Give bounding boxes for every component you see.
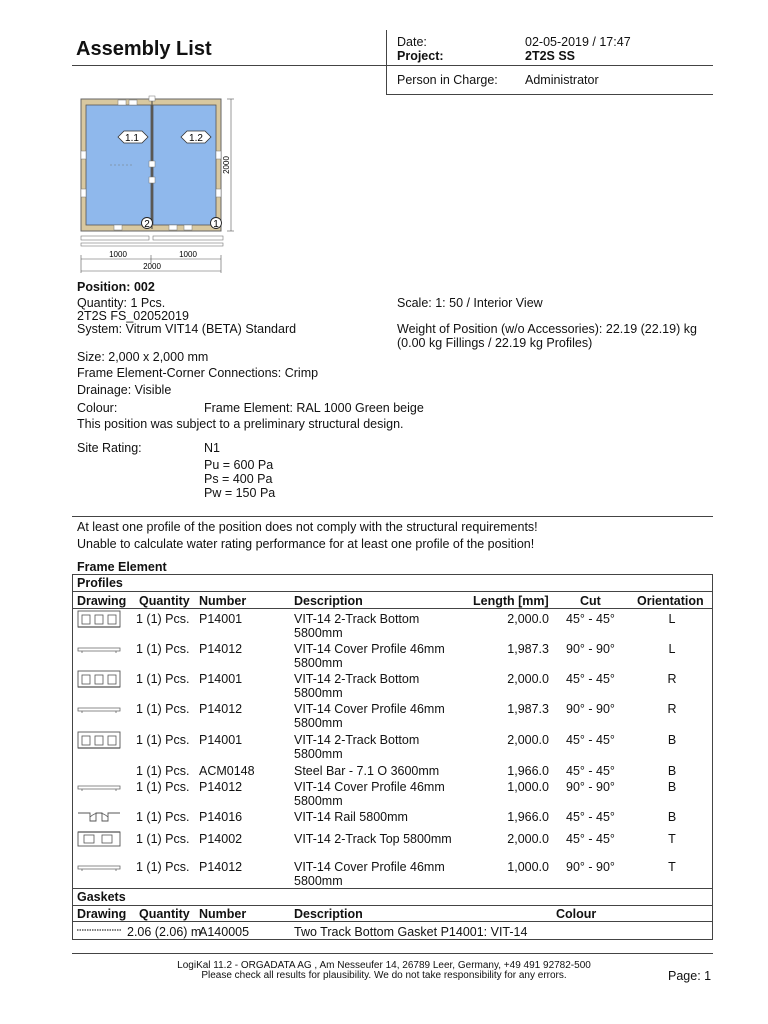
row-cut: 45° - 45°: [566, 832, 615, 846]
col-quantity: Quantity: [139, 594, 190, 608]
row-orientation: T: [668, 832, 676, 846]
pressure-pu: Pu = 600 Pa: [204, 458, 274, 472]
colour-label: Colour:: [77, 401, 118, 415]
row-quantity: 1 (1) Pcs.: [136, 764, 190, 778]
row-cut: 45° - 45°: [566, 672, 615, 686]
row-quantity: 1 (1) Pcs.: [136, 672, 190, 686]
site-rating-label: Site Rating:: [77, 441, 142, 455]
gaskets-heading-rule: [72, 905, 713, 906]
dim-left: 1000: [109, 250, 127, 259]
col-length: Length [mm]: [473, 594, 549, 608]
cover-profile-icon: [76, 862, 122, 876]
row-cut: 90° - 90°: [566, 702, 615, 716]
row-length: 2,000.0: [507, 832, 549, 846]
project-value: 2T2S SS: [525, 49, 576, 63]
row-length: 1,966.0: [507, 764, 549, 778]
row-description-line2: 5800mm: [294, 794, 343, 808]
row-number: P14012: [199, 702, 243, 716]
row-number: P14002: [199, 832, 243, 846]
row-orientation: B: [667, 733, 677, 747]
row-number: P14001: [199, 612, 243, 626]
row-description: VIT-14 Cover Profile 46mm: [294, 642, 445, 656]
position-heading: Position: 002: [77, 280, 155, 294]
row-description: VIT-14 2-Track Bottom: [294, 672, 420, 686]
cover-profile-icon: [76, 782, 122, 796]
row-length: 2,000.0: [507, 612, 549, 626]
frame-element-heading: Frame Element: [77, 560, 167, 574]
row-description: VIT-14 Rail 5800mm: [294, 810, 408, 824]
position-scale: Scale: 1: 50 / Interior View: [397, 296, 543, 310]
rail-icon: [76, 809, 122, 828]
row-orientation: T: [668, 860, 676, 874]
row-number: P14012: [199, 860, 243, 874]
row-number: P14012: [199, 780, 243, 794]
dim-right: 1000: [179, 250, 197, 259]
bottom-track-icon: [76, 668, 122, 693]
row-description-line2: 5800mm: [294, 747, 343, 761]
position-weight-detail: (0.00 kg Fillings / 22.19 kg Profiles): [397, 336, 593, 350]
row-quantity: 1 (1) Pcs.: [136, 612, 190, 626]
row-number: P14012: [199, 642, 243, 656]
row-orientation: R: [667, 702, 677, 716]
gaskets-rule-top: [72, 888, 713, 889]
bottom-track-icon: [76, 729, 122, 754]
warning-structural: At least one profile of the position does not comply with the structural requirements!: [77, 520, 538, 534]
row-orientation: B: [667, 764, 677, 778]
col-orientation: Orientation: [637, 594, 704, 608]
col-cut: Cut: [580, 594, 601, 608]
row-quantity: 1 (1) Pcs.: [136, 642, 190, 656]
row-quantity: 1 (1) Pcs.: [136, 780, 190, 794]
row-length: 1,987.3: [507, 702, 549, 716]
row-quantity: 1 (1) Pcs.: [136, 702, 190, 716]
position-quantity: Quantity: 1 Pcs.: [77, 296, 166, 310]
row-description: Steel Bar - 7.1 O 3600mm: [294, 764, 440, 778]
warning-water-rating: Unable to calculate water rating performance for at least one profile of the position!: [77, 537, 535, 551]
dim-height: 2000: [222, 156, 231, 174]
gasket-col-quantity: Quantity: [139, 907, 190, 921]
gasket-icon: [76, 926, 122, 934]
gaskets-heading: Gaskets: [77, 890, 126, 904]
row-length: 1,000.0: [507, 860, 549, 874]
row-quantity: 1 (1) Pcs.: [136, 832, 190, 846]
row-orientation: L: [668, 642, 676, 656]
position-drainage: Drainage: Visible: [77, 383, 172, 397]
person-label: Person in Charge:: [397, 73, 498, 87]
row-cut: 45° - 45°: [566, 733, 615, 747]
gasket-number: A140005: [199, 925, 250, 939]
row-cut: 90° - 90°: [566, 642, 615, 656]
row-number: ACM0148: [199, 764, 255, 778]
badge-right: 1: [213, 219, 219, 230]
cover-profile-icon: [76, 704, 122, 718]
row-cut: 45° - 45°: [566, 612, 615, 626]
row-number: P14001: [199, 672, 243, 686]
row-number: P14001: [199, 733, 243, 747]
row-length: 1,987.3: [507, 642, 549, 656]
row-orientation: B: [667, 810, 677, 824]
row-length: 1,966.0: [507, 810, 549, 824]
window-elevation-drawing: [74, 93, 244, 273]
gaskets-header-rule: [72, 921, 713, 922]
position-corner-connections: Frame Element-Corner Connections: Crimp: [77, 366, 319, 380]
row-quantity: 1 (1) Pcs.: [136, 860, 190, 874]
row-cut: 90° - 90°: [566, 860, 615, 874]
footer-company: LogiKal 11.2 - ORGADATA AG , Am Nesseufer 14, 26789 Leer, Germany, +49 491 92782-500: [177, 960, 591, 971]
position-size: Size: 2,000 x 2,000 mm: [77, 350, 209, 364]
row-quantity: 1 (1) Pcs.: [136, 810, 190, 824]
header-rule-top: [72, 65, 713, 66]
position-system: System: Vitrum VIT14 (BETA) Standard: [77, 322, 297, 336]
row-description-line2: 5800mm: [294, 626, 343, 640]
bottom-track-icon: [76, 608, 122, 633]
col-drawing: Drawing: [77, 594, 127, 608]
row-description: VIT-14 Cover Profile 46mm: [294, 860, 445, 874]
row-orientation: R: [667, 672, 677, 686]
position-weight: Weight of Position (w/o Accessories): 22.19 (22.19) kg: [397, 322, 697, 336]
row-description-line2: 5800mm: [294, 874, 343, 888]
pressure-pw: Pw = 150 Pa: [204, 486, 276, 500]
profiles-header-rule: [72, 608, 713, 609]
warnings-rule: [72, 516, 713, 517]
row-description-line2: 5800mm: [294, 656, 343, 670]
profiles-heading: Profiles: [77, 576, 123, 590]
date-label: Date:: [397, 35, 427, 49]
person-value: Administrator: [525, 73, 599, 87]
row-description-line2: 5800mm: [294, 716, 343, 730]
colour-value: Frame Element: RAL 1000 Green beige: [204, 401, 424, 415]
sash-right-label: 1.2: [189, 133, 203, 144]
row-orientation: B: [667, 780, 677, 794]
row-length: 2,000.0: [507, 672, 549, 686]
row-quantity: 1 (1) Pcs.: [136, 733, 190, 747]
gasket-col-drawing: Drawing: [77, 907, 127, 921]
date-value: 02-05-2019 / 17:47: [525, 35, 631, 49]
dim-total: 2000: [143, 262, 161, 271]
row-cut: 45° - 45°: [566, 810, 615, 824]
row-description: VIT-14 Cover Profile 46mm: [294, 780, 445, 794]
footer-disclaimer: Please check all results for plausibility. We do not take responsibility for any errors.: [201, 970, 567, 981]
page-title: Assembly List: [76, 38, 212, 60]
row-description-line2: 5800mm: [294, 686, 343, 700]
col-description: Description: [294, 594, 363, 608]
profiles-heading-rule: [72, 591, 713, 592]
project-label: Project:: [397, 49, 444, 63]
sash-left-label: 1.1: [125, 133, 139, 144]
gasket-col-description: Description: [294, 907, 363, 921]
profiles-table: [72, 574, 713, 940]
gasket-description: Two Track Bottom Gasket P14001: VIT-14: [294, 925, 528, 939]
site-rating-value: N1: [204, 441, 220, 455]
page-number: Page: 1: [668, 969, 712, 983]
row-cut: 90° - 90°: [566, 780, 615, 794]
row-description: VIT-14 2-Track Bottom: [294, 733, 420, 747]
header-rule-bottom: [386, 94, 713, 95]
row-length: 1,000.0: [507, 780, 549, 794]
badge-left: 2: [144, 219, 150, 230]
header-divider: [386, 30, 387, 94]
gasket-col-colour: Colour: [556, 907, 597, 921]
row-description: VIT-14 2-Track Top 5800mm: [294, 832, 452, 846]
col-number: Number: [199, 594, 247, 608]
pressure-ps: Ps = 400 Pa: [204, 472, 273, 486]
gasket-col-number: Number: [199, 907, 247, 921]
footer-rule: [72, 953, 713, 954]
row-description: VIT-14 2-Track Bottom: [294, 612, 420, 626]
top-track-icon: [76, 829, 122, 852]
row-number: P14016: [199, 810, 243, 824]
gasket-qty: 2.06 (2.06) m: [127, 925, 202, 939]
row-cut: 45° - 45°: [566, 764, 615, 778]
cover-profile-icon: [76, 644, 122, 658]
structural-note: This position was subject to a preliminary structural design.: [77, 417, 404, 431]
row-description: VIT-14 Cover Profile 46mm: [294, 702, 445, 716]
position-code: 2T2S FS_02052019: [77, 309, 189, 323]
row-orientation: L: [668, 612, 676, 626]
row-length: 2,000.0: [507, 733, 549, 747]
